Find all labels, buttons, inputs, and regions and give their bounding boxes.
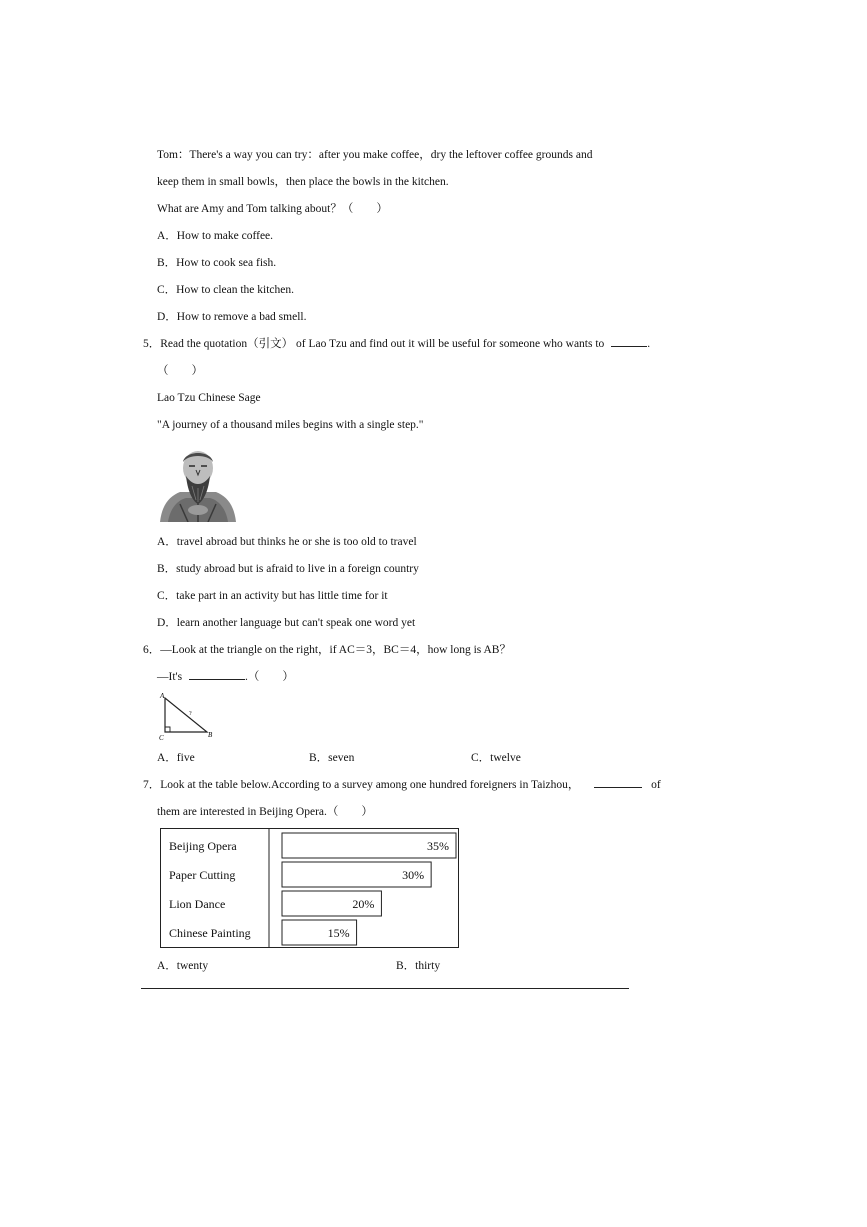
vertex-c-label: C: [159, 734, 164, 742]
q5-option-c[interactable]: C．take part in an activity but has little time for it: [157, 590, 388, 602]
q5-stem-text: 5．Read the quotation（引文） of Lao Tzu and find out it will be useful for someone who wants to: [143, 338, 605, 350]
q7-stem-line-2: them are interested in Beijing Opera.（ ）: [157, 806, 373, 818]
q6-answer-suffix: .（ ）: [244, 671, 294, 683]
q6-answer-line: [157, 670, 294, 684]
survey-bar-chart-svg: [161, 829, 458, 947]
survey-bar-chart: [160, 828, 459, 948]
lao-tzu-portrait-image: [158, 444, 238, 522]
category-label: Paper Cutting: [169, 868, 236, 882]
question-5-stem: [143, 337, 650, 351]
q7-stem-of: of: [651, 779, 661, 791]
q5-answer-blank[interactable]: [611, 346, 647, 347]
q7-option-a[interactable]: A．twenty: [157, 960, 209, 972]
bar-value-label: 15%: [327, 926, 350, 940]
category-label: Chinese Painting: [169, 926, 251, 940]
right-triangle-figure: [156, 690, 218, 742]
q7-answer-blank[interactable]: [594, 787, 642, 788]
q4-option-a[interactable]: A．How to make coffee.: [157, 230, 274, 242]
q6-option-a[interactable]: A．five: [157, 752, 195, 764]
q6-answer-blank[interactable]: [189, 679, 245, 680]
question-6-stem: 6．—Look at the triangle on the right，if AC＝3，BC＝4，how long is AB？: [143, 644, 511, 656]
q7-option-b[interactable]: B．thirty: [396, 960, 441, 972]
q5-stem-end: .: [647, 338, 651, 350]
q5-option-a[interactable]: A．travel abroad but thinks he or she is too old to travel: [157, 536, 417, 548]
bar-value-label: 35%: [427, 839, 449, 853]
q5-heading: Lao Tzu Chinese Sage: [157, 392, 261, 404]
hypotenuse-question-label: ?: [189, 711, 192, 717]
q5-quote: "A journey of a thousand miles begins with a single step.": [157, 419, 424, 431]
q4-option-b[interactable]: B．How to cook sea fish.: [157, 257, 277, 269]
category-label: Lion Dance: [169, 897, 226, 911]
q5-paren: （ ）: [157, 365, 203, 377]
category-label: Beijing Opera: [169, 839, 237, 853]
q4-option-d[interactable]: D．How to remove a bad smell.: [157, 311, 307, 323]
right-angle-mark: [165, 727, 170, 732]
question-4-stem: What are Amy and Tom talking about？（ ）: [157, 203, 388, 215]
q6-option-b[interactable]: B．seven: [309, 752, 355, 764]
triangle-shape: [165, 698, 207, 732]
question-7-stem: [143, 778, 661, 792]
bar-value-label: 30%: [402, 868, 425, 882]
vertex-a-label: A: [160, 692, 165, 700]
q7-stem-text: 7．Look at the table below.According to a survey among one hundred foreigners in Taizhou，: [143, 779, 580, 791]
q4-option-c[interactable]: C．How to clean the kitchen.: [157, 284, 295, 296]
q5-option-b[interactable]: B．study abroad but is afraid to live in a foreign country: [157, 563, 419, 575]
q6-answer-prefix: —It's: [157, 671, 183, 683]
vertex-b-label: B: [208, 731, 213, 739]
q6-option-c[interactable]: C．twelve: [471, 752, 521, 764]
dialogue-line-1: Tom：There's a way you can try：after you make coffee，dry the leftover coffee grounds and: [157, 149, 593, 161]
dialogue-line-2: keep them in small bowls，then place the bowls in the kitchen.: [157, 176, 449, 188]
bar-value-label: 20%: [352, 897, 375, 911]
q5-option-d[interactable]: D．learn another language but can't speak one word yet: [157, 617, 416, 629]
bottom-rule-divider: [141, 988, 629, 989]
